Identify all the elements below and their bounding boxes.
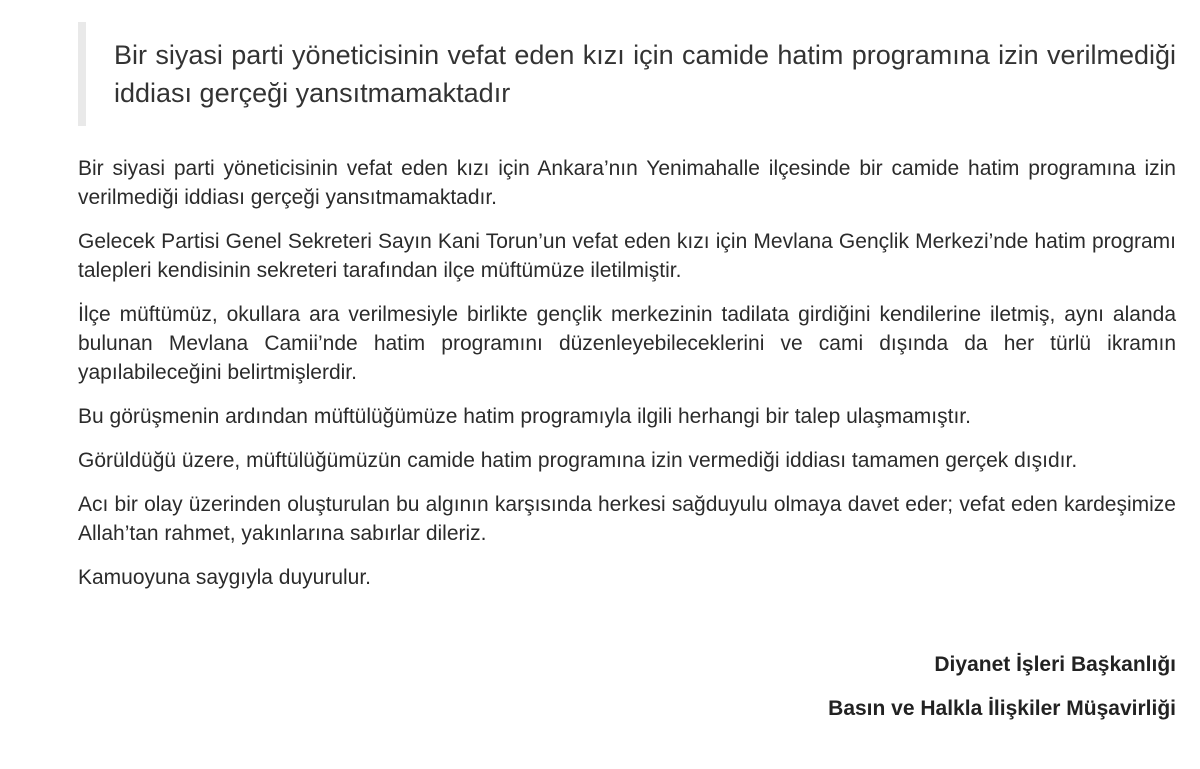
paragraph-1: Bir siyasi parti yöneticisinin vefat eden kızı için Ankara’nın Yenimahalle ilçesinde bir camide hatim programına izin verilmediği iddiası gerçeği yansıtmamaktadır. [78,157,1176,209]
signature-department: Basın ve Halkla İlişkiler Müşavirliği [828,697,1176,720]
headline-text: Bir siyasi parti yöneticisinin vefat eden kızı için camide hatim programına izin verilmediği iddiası gerçeği yansıtmamaktadır [114,40,1176,108]
paragraph-2: Gelecek Partisi Genel Sekreteri Sayın Kani Torun’un vefat eden kızı için Mevlana Gençlik Merkezi’nde hatim programı talepleri kendisinin sekreteri tarafından ilçe müftümüze iletilmiştir. [78,230,1176,282]
paragraph-5: Görüldüğü üzere, müftülüğümüzün camide hatim programına izin vermediği iddiası tamamen gerçek dışıdır. [78,449,1078,472]
paragraph-4: Bu görüşmenin ardından müftülüğümüze hatim programıyla ilgili herhangi bir talep ulaşmamıştır. [78,405,971,428]
headline-blockquote [78,22,1176,126]
signature-block [78,650,1176,723]
signature-institution: Diyanet İşleri Başkanlığı [934,653,1176,676]
article-container [78,22,1176,738]
paragraph-6: Acı bir olay üzerinden oluşturulan bu algının karşısında herkesi sağduyulu olmaya davet eder; vefat eden kardeşimize Allah’tan rahmet, yakınlarına sabırlar dileriz. [78,493,1176,545]
paragraph-3: İlçe müftümüz, okullara ara verilmesiyle birlikte gençlik merkezinin tadilata girdiğini kendilerine iletmiş, aynı alanda bulunan Mevlana Camii’nde hatim programını düzenleyebileceklerini ve cami dışında da her türlü ikramın yapılabileceğini belirtmişlerdir. [78,303,1176,384]
paragraph-7: Kamuoyuna saygıyla duyurulur. [78,566,372,589]
